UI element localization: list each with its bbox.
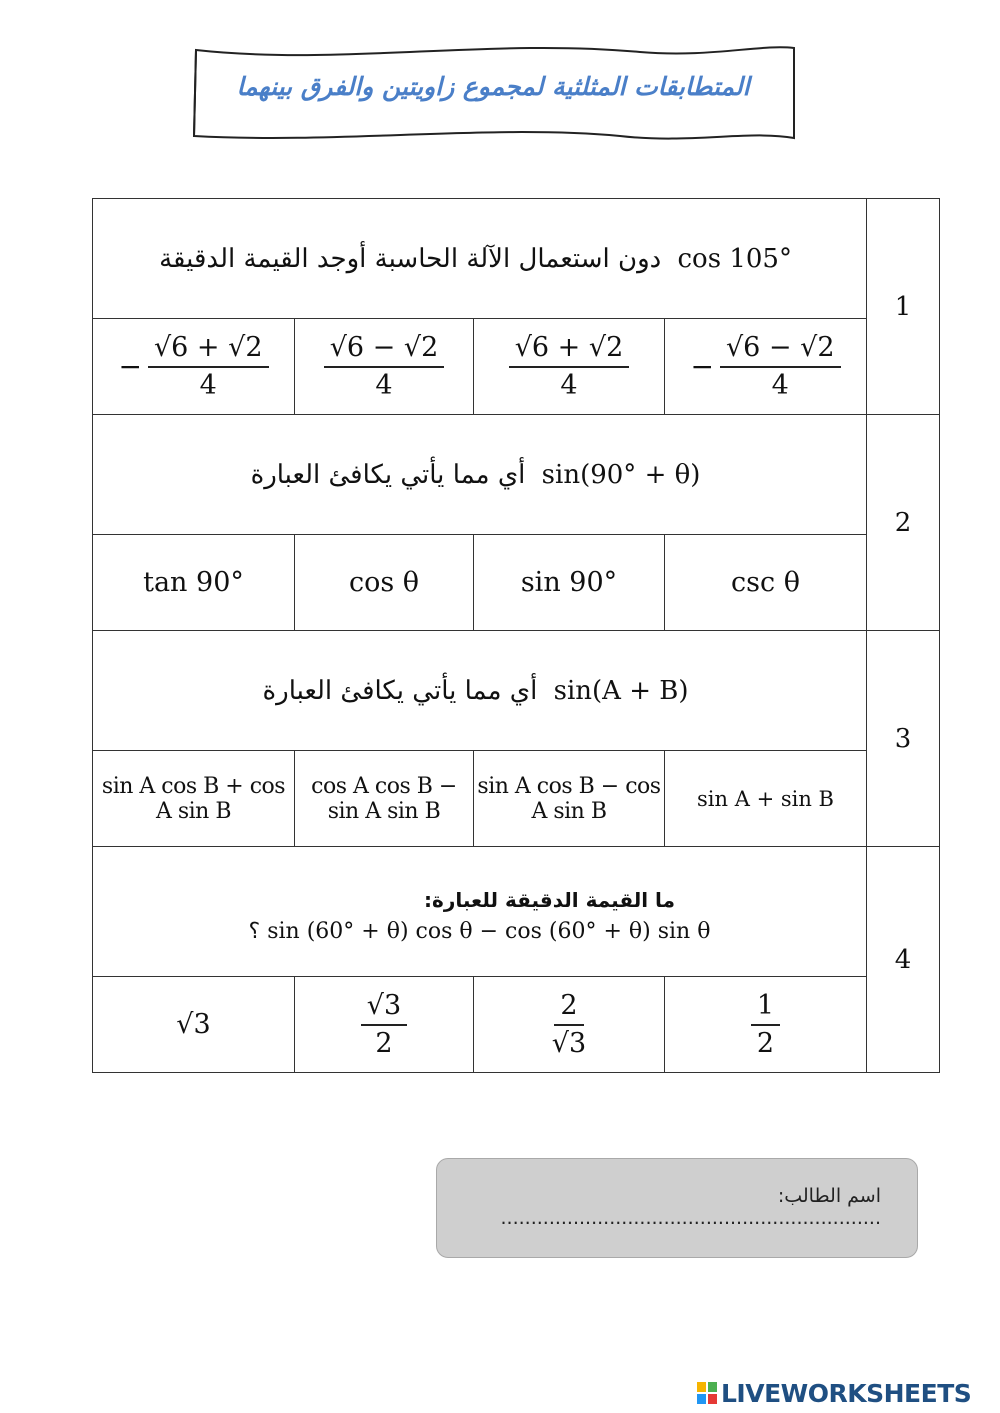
options-row bbox=[93, 751, 940, 847]
question-math: ؟ sin (60° + θ) cos θ − cos (60° + θ) sin θ bbox=[248, 919, 711, 944]
options-row bbox=[93, 977, 940, 1073]
question-text: أي مما يأتي يكافئ العبارة bbox=[262, 675, 538, 706]
answer-option[interactable]: cos θ bbox=[295, 535, 474, 631]
question-math: cos 105° bbox=[677, 243, 792, 274]
logo-mark-icon bbox=[697, 1382, 717, 1404]
options-row bbox=[93, 319, 940, 415]
answer-option[interactable] bbox=[93, 977, 295, 1073]
fraction-numerator: √6 − √2 bbox=[324, 332, 445, 367]
question-prompt bbox=[93, 199, 867, 319]
question-row bbox=[93, 199, 940, 319]
answer-option[interactable]: sin 90° bbox=[474, 535, 665, 631]
fraction-numerator: √6 + √2 bbox=[148, 332, 269, 367]
quiz-table bbox=[92, 198, 940, 1073]
answer-option[interactable]: sin A cos B + cos A sin B bbox=[93, 751, 295, 847]
question-row bbox=[93, 415, 940, 535]
fraction-numerator: 1 bbox=[751, 990, 780, 1025]
logo-square bbox=[708, 1382, 717, 1392]
option-sign: − bbox=[118, 350, 142, 383]
fraction-denominator: 4 bbox=[560, 369, 578, 401]
answer-option[interactable] bbox=[474, 319, 665, 415]
liveworksheets-logo bbox=[697, 1380, 971, 1406]
answer-option[interactable] bbox=[295, 977, 474, 1073]
question-number: 3 bbox=[867, 631, 940, 847]
logo-square bbox=[697, 1394, 706, 1404]
answer-option[interactable]: sin A + sin B bbox=[665, 751, 867, 847]
student-name-box[interactable] bbox=[436, 1158, 918, 1258]
option-sign: − bbox=[690, 350, 714, 383]
option-value: √3 bbox=[176, 1009, 211, 1040]
question-number: 1 bbox=[867, 199, 940, 415]
answer-option[interactable]: tan 90° bbox=[93, 535, 295, 631]
question-number: 4 bbox=[867, 847, 940, 1073]
question-text: ما القيمة الدقيقة للعبارة: bbox=[424, 888, 675, 912]
question-row bbox=[93, 847, 940, 977]
options-row bbox=[93, 535, 940, 631]
logo-text: LIVEWORKSHEETS bbox=[721, 1378, 972, 1408]
fraction-denominator: 2 bbox=[375, 1027, 393, 1059]
answer-option[interactable] bbox=[295, 319, 474, 415]
page-title: المتطابقات المثلثية لمجموع زاويتين والفرق بينهما bbox=[236, 72, 750, 101]
question-math: sin(90° + θ) bbox=[541, 459, 701, 490]
question-math: sin(A + B) bbox=[553, 675, 689, 706]
answer-option[interactable] bbox=[474, 977, 665, 1073]
question-prompt bbox=[93, 847, 867, 977]
answer-option[interactable]: csc θ bbox=[665, 535, 867, 631]
fraction-denominator: 2 bbox=[756, 1027, 775, 1059]
fraction-denominator: 4 bbox=[199, 369, 217, 401]
fraction-numerator: 2 bbox=[554, 990, 583, 1025]
fraction-numerator: √3 bbox=[361, 990, 407, 1025]
question-prompt bbox=[93, 415, 867, 535]
fraction-numerator: √6 − √2 bbox=[720, 332, 841, 367]
logo-square bbox=[708, 1394, 717, 1404]
answer-option[interactable] bbox=[93, 319, 295, 415]
fraction-denominator: 4 bbox=[375, 369, 393, 401]
fraction-denominator: 4 bbox=[771, 369, 789, 401]
question-prompt bbox=[93, 631, 867, 751]
logo-square bbox=[697, 1382, 706, 1392]
answer-option[interactable]: sin A cos B − cos A sin B bbox=[474, 751, 665, 847]
answer-option[interactable]: cos A cos B − sin A sin B bbox=[295, 751, 474, 847]
answer-option[interactable] bbox=[665, 977, 867, 1073]
fraction-numerator: √6 + √2 bbox=[509, 332, 630, 367]
student-name-label: اسم الطالب: ............................................................... bbox=[500, 1185, 881, 1229]
question-text: أي مما يأتي يكافئ العبارة bbox=[250, 459, 526, 490]
title-banner bbox=[190, 44, 796, 144]
question-row bbox=[93, 631, 940, 751]
question-number: 2 bbox=[867, 415, 940, 631]
question-text: دون استعمال الآلة الحاسبة أوجد القيمة الدقيقة bbox=[159, 243, 662, 274]
fraction-denominator: √3 bbox=[551, 1027, 587, 1059]
answer-option[interactable] bbox=[665, 319, 867, 415]
